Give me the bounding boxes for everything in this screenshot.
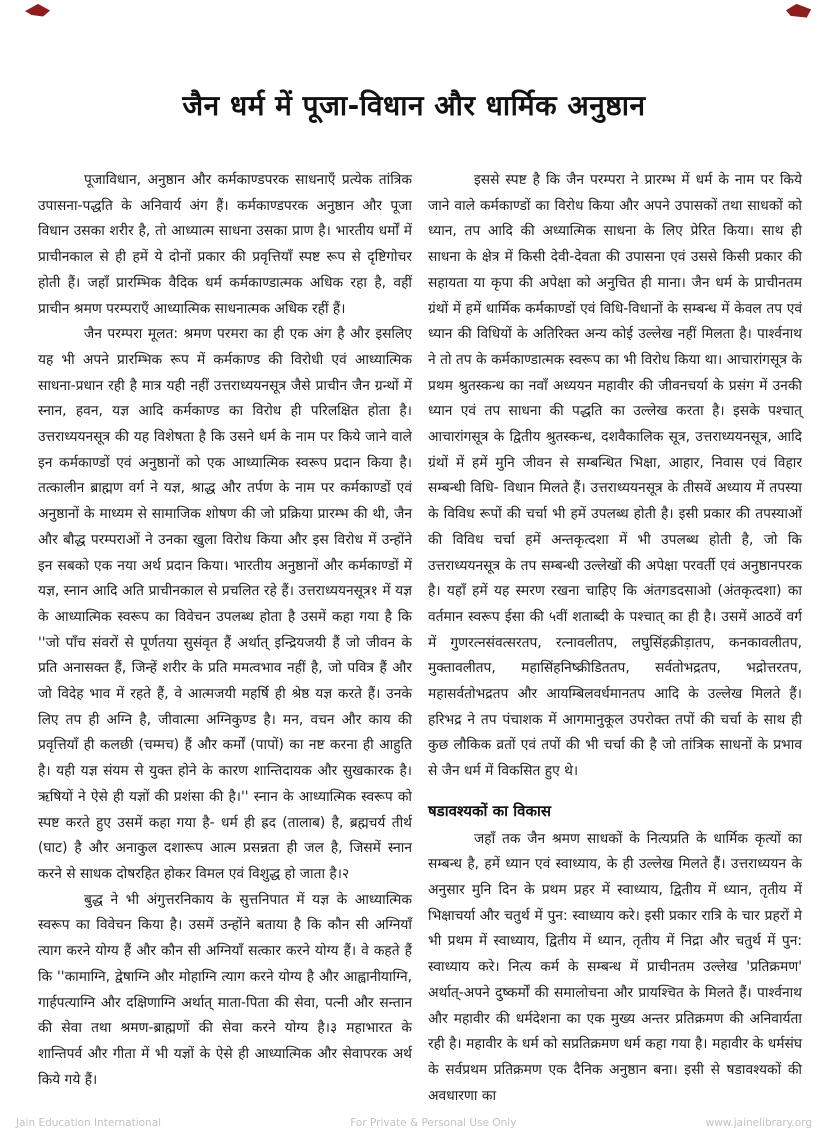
red-registration-mark-left bbox=[24, 3, 50, 19]
paragraph-jain-tradition: जैन परम्परा मूलत: श्रमण परमरा का ही एक अंग है और इसलिए यह भी अपने प्रारम्भिक रूप में कर्मकाण्ड की विरोधी एवं आध्यात्मिक साधना-प्रधान रही है मात्र यही नहीं उत्तराध्ययनसूत्र जैसे प्राचीन जैन ग्रन्थों में स्नान, हवन, यज्ञ आदि कर्मकाण्ड का विरोध ही परिलक्षित होता है। उत्तराध्ययनसूत्र की यह विशेषता है कि उसने धर्म के नाम पर किये जाने वाले इन कर्मकाण्डों एवं अनुष्ठानों को एक आध्यात्मिक स्वरूप प्रदान किया है। तत्कालीन ब्राह्मण वर्ग ने यज्ञ, श्राद्ध और तर्पण के नाम पर कर्मकाण्डों एवं अनुष्ठानों के माध्यम से सामाजिक शोषण की जो प्रक्रिया प्रारम्भ की थी, जैन और बौद्ध परम्पराओं ने उनका खुला विरोध किया और इस विरोध में उन्होंने इन सबको एक नया अर्थ प्रदान किया। भारतीय अनुष्ठानों और कर्मकाण्डों में यज्ञ, स्नान आदि अति प्राचीनकाल से प्रचलित रहे हैं। उत्तराध्ययनसूत्र१ में यज्ञ के आध्यात्मिक स्वरूप का विवेचन उपलब्ध होता है उसमें कहा गया है कि ''जो पाँच संवरों से पूर्णतया सुसंवृत हैं अर्थात् इन्द्रियजयी हैं जो जीवन के प्रति अनासक्त हैं, जिन्हें शरीर के प्रति ममत्वभाव नहीं है, जो पवित्र हैं और जो विदेह भाव में रहते हैं, वे आत्मजयी महर्षि ही श्रेष्ठ यज्ञ करते हैं। उनके लिए तप ही अग्नि है, जीवात्मा अग्निकुण्ड है। मन, वचन और काय की प्रवृत्तियाँ ही कलछी (चम्मच) हैं और कर्मों (पापों) का नष्ट करना ही आहुति है। यही यज्ञ संयम से युक्त होने के कारण शान्तिदायक और सुखकारक है। ऋषियों ने ऐसे ही यज्ञों की प्रशंसा की है।'' स्नान के आध्यात्मिक स्वरूप को स्पष्ट करते हुए उसमें कहा गया है- धर्म ही ह्रद (तालाब) है, ब्रह्मचर्य तीर्थ (घाट) है और अनाकुल दशारूप आत्म प्रसन्नता ही जल है, जिसमें स्नान करने से साधक दोषरहित होकर विमल एवं विशुद्ध हो जाता है।२ bbox=[38, 326, 412, 882]
section-heading-shadavashyak: षडावश्यकों का विकास bbox=[428, 801, 552, 820]
paragraph-jain-opposition: इससे स्पष्ट है कि जैन परम्परा ने प्रारम्भ में धर्म के नाम पर किये जाने वाले कर्मकाण्डों का विरोध किया और अपने उपासकों तथा साधकों को ध्यान, तप आदि की अध्यात्मिक साधना के लिए प्रेरित किया। साथ ही साधना के क्षेत्र में किसी देवी-देवता की उपासना एवं उससे किसी प्रकार की सहायता या कृपा की अपेक्षा को अनुचित ही माना। जैन धर्म के प्राचीनतम ग्रंथों में हमें धार्मिक कर्मकाण्डों एवं विधि-विधानों के सम्बन्ध में केवल तप एवं ध्यान की विधियों के अतिरिक्त अन्य कोई उल्लेख नहीं मिलता है। पार्श्वनाथ ने तो तप के कर्मकाण्डात्मक स्वरूप का भी विरोध किया था। आचारांगसूत्र के प्रथम श्रुतस्कन्ध का नवाँ अध्ययन महावीर की जीवनचर्या के प्रसंग में उनकी ध्यान एवं तप साधना की पद्धति का उल्लेख करता है। इसके पश्चात् आचारांगसूत्र के द्वितीय श्रुतस्कन्ध, दशवैकालिक सूत्र, उत्तराध्ययनसूत्र, आदि ग्रंथों में हमें मुनि जीवन से सम्बन्धित भिक्षा, आहार, निवास एवं विहार सम्बन्धी विधि- विधान मिलते हैं। उत्तराध्ययनसूत्र के तीसवें अध्याय में तपस्या के विविध रूपों की चर्चा भी हमें उपलब्ध होती है। इसी प्रकार की तपस्याओं की विविध चर्चा हमें अन्तकृत्दशा में भी उपलब्ध होती है, जो कि उत्तराध्ययनसूत्र के तप सम्बन्धी उल्लेखों की अपेक्षा परवर्ती एवं अनुष्ठानपरक है। यहाँ हमें यह स्मरण रखना चाहिए कि अंतगडदसाओ (अंतकृत्दशा) का वर्तमान स्वरूप ईसा की ५वीं शताब्दी के पश्चात् का ही है। उसमें आठवें वर्ग में गुणरत्नसंवत्सरतप, रत्नावलीतप, लघुसिंहक्रीड़ातप, कनकावलीतप, मुक्तावलीतप, महासिंहनिष्क्रीडिततप, सर्वतोभद्रतप, भद्रोत्तरतप, महासर्वतोभद्रतप और आयम्बिलवर्धमानतप आदि के उल्लेख मिलते हैं। हरिभद्र ने तप पंचाशक में आगमानुकूल उपरोक्त तपों की चर्चा के साथ ही कुछ लौकिक व्रतों एवं तपों की भी चर्चा की है जो तांत्रिक साधनों के प्रभाव से जैन धर्म में विकसित हुए थे। bbox=[428, 172, 802, 780]
right-column bbox=[428, 168, 802, 1109]
paragraph-shadavashyak: जहाँ तक जैन श्रमण साधकों के नित्यप्रति के धार्मिक कृत्यों का सम्बन्ध है, हमें ध्यान एवं स्वाध्याय, के ही उल्लेख मिलते हैं। उत्तराध्ययन के अनुसार मुनि दिन के प्रथम प्रहर में स्वाध्याय, द्वितीय में ध्यान, तृतीय में भिक्षाचर्या और चतुर्थ में पुन: स्वाध्याय करे। इसी प्रकार रात्रि के चार प्रहरों मे भी प्रथम में स्वाध्याय, द्वितीय में ध्यान, तृतीय में निद्रा और चतुर्थ में पुन: स्वाध्याय करे। नित्य कर्म के सम्बन्ध में प्राचीनतम उल्लेख 'प्रतिक्रमण' अर्थात्-अपने दुष्कर्मों की समालोचना और प्रायश्चित के मिलते हैं। पार्श्वनाथ और महावीर की धर्मदेशना का एक मुख्य अन्तर प्रतिक्रमण की अनिवार्यता रही है। महावीर के धर्म को सप्रतिक्रमण धर्म कहा गया है। महावीर के धर्मसंघ के सर्वप्रथम प्रतिक्रमण एक दैनिक अनुष्ठान बना। इसी से षडावश्यकों की अवधारणा का bbox=[428, 830, 802, 1104]
paragraph-intro: पूजाविधान, अनुष्ठान और कर्मकाण्डपरक साधनाएँ प्रत्येक तांत्रिक उपासना-पद्धति के अनिवार्य अंग हैं। कर्मकाण्डपरक अनुष्ठान और पूजा विधान उसका शरीर है, तो आध्यात्म साधना उसका प्राण है। भारतीय धर्मों में प्राचीनकाल से ही हमें ये दोनों प्रकार की प्रवृत्तियाँ स्पष्ट रूप से दृष्टिगोचर होती हैं। जहाँ प्रारम्भिक वैदिक धर्म कर्मकाण्डात्मक अधिक रहा है, वहीं प्राचीन श्रमण परम्पराएँ आध्यात्मिक साधनात्मक अधिक रहीं हैं। bbox=[38, 172, 412, 317]
footer-publisher: Jain Education International bbox=[16, 1117, 162, 1129]
footer-usage-note: For Private & Personal Use Only bbox=[350, 1117, 517, 1129]
footer-website: www.jainelibrary.org bbox=[705, 1117, 812, 1129]
paragraph-buddha: बुद्ध ने भी अंगुत्तरनिकाय के सुत्तनिपात में यज्ञ के आध्यात्मिक स्वरूप का विवेचन किया है। उसमें उन्होंने बताया है कि कौन सी अग्नियाँ त्याग करने योग्य हैं और कौन सी अग्नियाँ सत्कार करने योग्य हैं। वे कहते हैं कि ''कामाग्नि, द्वेषाग्नि और मोहाग्नि त्याग करने योग्य है और आह्वानीयाग्नि, गार्हपत्याग्नि और दक्षिणाग्नि अर्थात् माता-पिता की सेवा, पत्नी और सन्तान की सेवा तथा श्रमण-ब्राह्मणों की सेवा करने योग्य है।३ महाभारत के शान्तिपर्व और गीता में भी यज्ञों के ऐसे ही आध्यात्मिक और सेवापरक अर्थ किये गये हैं। bbox=[38, 891, 412, 1088]
page-footer bbox=[0, 1117, 828, 1129]
left-column bbox=[38, 168, 412, 1109]
red-registration-mark-right bbox=[786, 3, 812, 18]
two-column-text-area bbox=[38, 168, 802, 1109]
page-title: जैन धर्म में पूजा-विधान और धार्मिक अनुष्ठान bbox=[182, 89, 646, 122]
